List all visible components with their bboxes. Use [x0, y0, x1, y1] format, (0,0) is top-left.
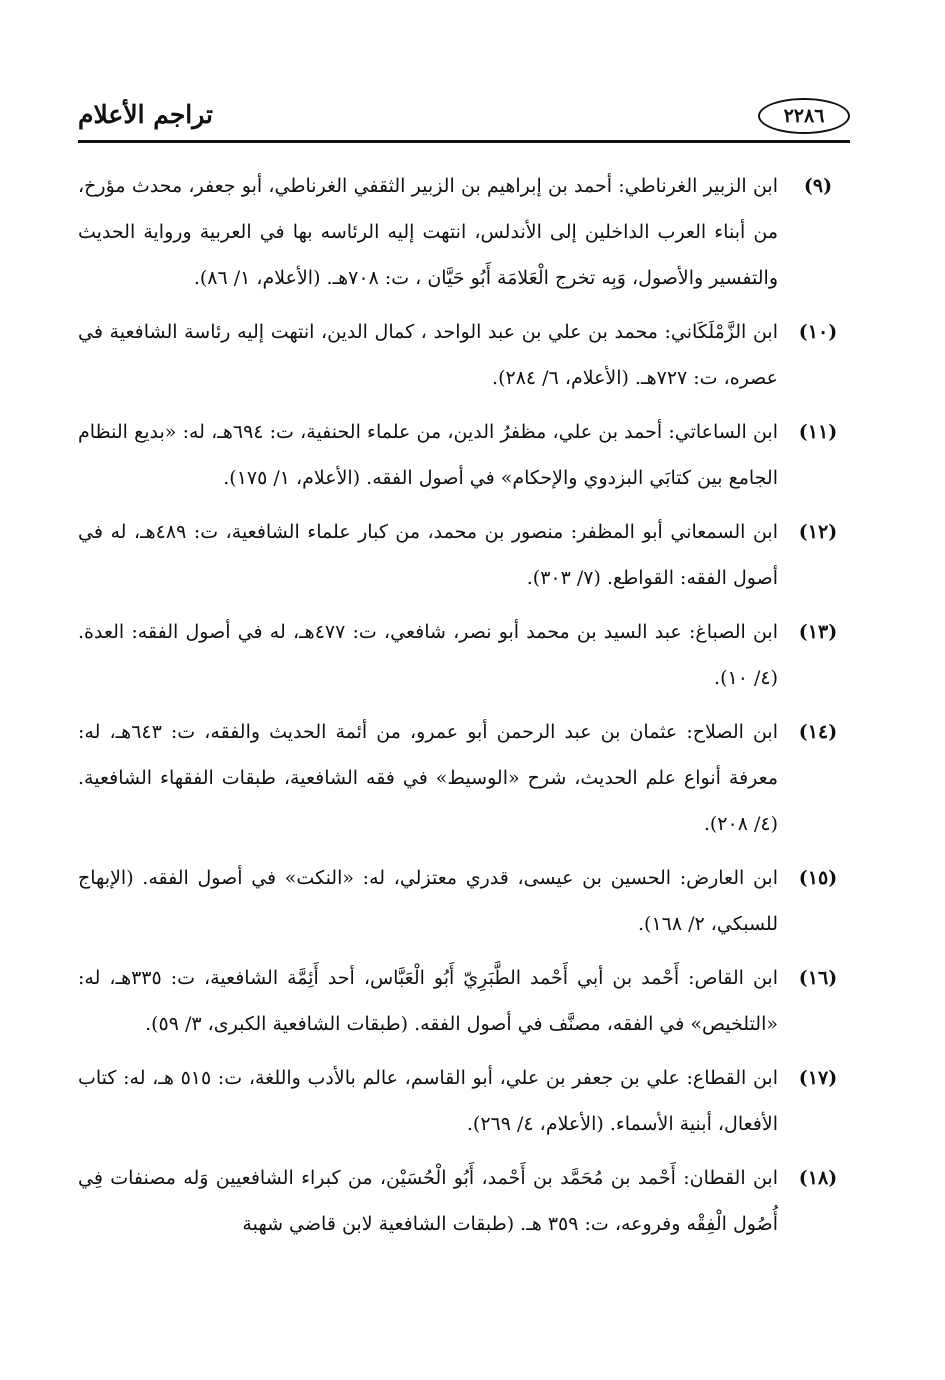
footnote-entry	[78, 955, 850, 1047]
footnote-number: (١١)	[798, 421, 838, 443]
footnote-text: ابن الزَّمْلَكَاني: محمد بن علي بن عبد الواحد ، كمال الدين، انتهت إليه رئاسة الشافعية في عصره، ت: ٧٢٧هـ. (الأعلام، ٦/ ٢٨٤).	[78, 321, 778, 389]
footnote-text: ابن العارض: الحسين بن عيسى، قدري معتزلي، له: «النكت» في أصول الفقه. (الإبهاج للسبكي، ٢/ ١٦٨).	[78, 867, 778, 935]
footnote-entry	[78, 1155, 850, 1247]
footnote-entry	[78, 509, 850, 601]
footnote-number: (٩)	[803, 175, 833, 197]
footnote-text: ابن السمعاني أبو المظفر: منصور بن محمد، من كبار علماء الشافعية، ت: ٤٨٩هـ، له في أصول الفقه: القواطع. (٧/ ٣٠٣).	[78, 521, 778, 589]
footnote-entry	[78, 1055, 850, 1147]
footnote-number: (١٧)	[798, 1067, 838, 1089]
footnote-text: ابن الصباغ: عبد السيد بن محمد أبو نصر، شافعي، ت: ٤٧٧هـ، له في أصول الفقه: العدة. (٤/ ١٠).	[78, 621, 778, 689]
footnote-text: ابن القاص: أَحْمد بن أبي أَحْمد الطَّبَرِيّ أَبُو الْعَبَّاس، أحد أَئِمَّة الشافعية، ت: ٣٣٥هـ، له: «التلخيص» في الفقه، مصنَّف في أصول الفقه. (طبقات الشافعية الكبرى، ٣/ ٥٩).	[78, 967, 778, 1035]
page-number: ٢٢٨٦	[758, 98, 850, 134]
footnote-number: (١٤)	[798, 721, 838, 743]
footnote-entry	[78, 309, 850, 401]
footnote-number: (١٠)	[798, 321, 838, 343]
footnote-text: ابن القطان: أَحْمد بن مُحَمَّد بن أَحْمد، أَبُو الْحُسَيْن، من كبراء الشافعيين وَله مصنفات فِي أُصُول الْفِقْه وفروعه، ت: ٣٥٩ هـ. (طبقات الشافعية لابن قاضي شهبة	[78, 1167, 778, 1235]
footnote-entry	[78, 855, 850, 947]
running-title: تراجم الأعلام	[78, 100, 214, 129]
footnote-text: ابن الصلاح: عثمان بن عبد الرحمن أبو عمرو، من أئمة الحديث والفقه، ت: ٦٤٣هـ، له: معرفة أنواع علم الحديث، شرح «الوسيط» في فقه الشافعية، طبقات الفقهاء الشافعية. (٤/ ٢٠٨).	[78, 721, 779, 835]
footnote-entry	[78, 409, 850, 501]
footnote-number: (١٦)	[798, 967, 838, 989]
footnote-entry	[78, 609, 850, 701]
page-header	[78, 88, 850, 143]
footnote-number: (١٥)	[798, 867, 838, 889]
footnote-number: (١٣)	[798, 621, 838, 643]
footnote-entry	[78, 709, 850, 847]
footnote-text: ابن الساعاتي: أحمد بن علي، مظفرُ الدين، من علماء الحنفية، ت: ٦٩٤هـ، له: «بديع النظام الجامع بين كتابَي البزدوي والإحكام» في أصول الفقه. (الأعلام، ١/ ١٧٥).	[78, 421, 778, 489]
footnote-text: ابن الزبير الغرناطي: أحمد بن إبراهيم بن الزبير الثقفي الغرناطي، أبو جعفر، محدث مؤرخ، من أبناء العرب الداخلين إلى الأندلس، انتهت إليه الرئاسه بها في العربية ورواية الحديث والتفسير والأصول، وَبِه تخرج الْعَلامَة أَبُو حَيَّان ، ت: ٧٠٨هـ. (الأعلام، ١/ ٨٦).	[78, 175, 778, 289]
footnote-number: (١٨)	[798, 1167, 838, 1189]
footnote-text: ابن القطاع: علي بن جعفر بن علي، أبو القاسم، عالم بالأدب واللغة، ت: ٥١٥ هـ، له: كتاب الأفعال، أبنية الأسماء. (الأعلام، ٤/ ٢٦٩).	[78, 1067, 778, 1135]
footnote-number: (١٢)	[798, 521, 838, 543]
footnote-list	[78, 163, 850, 1255]
footnote-entry	[78, 163, 850, 301]
